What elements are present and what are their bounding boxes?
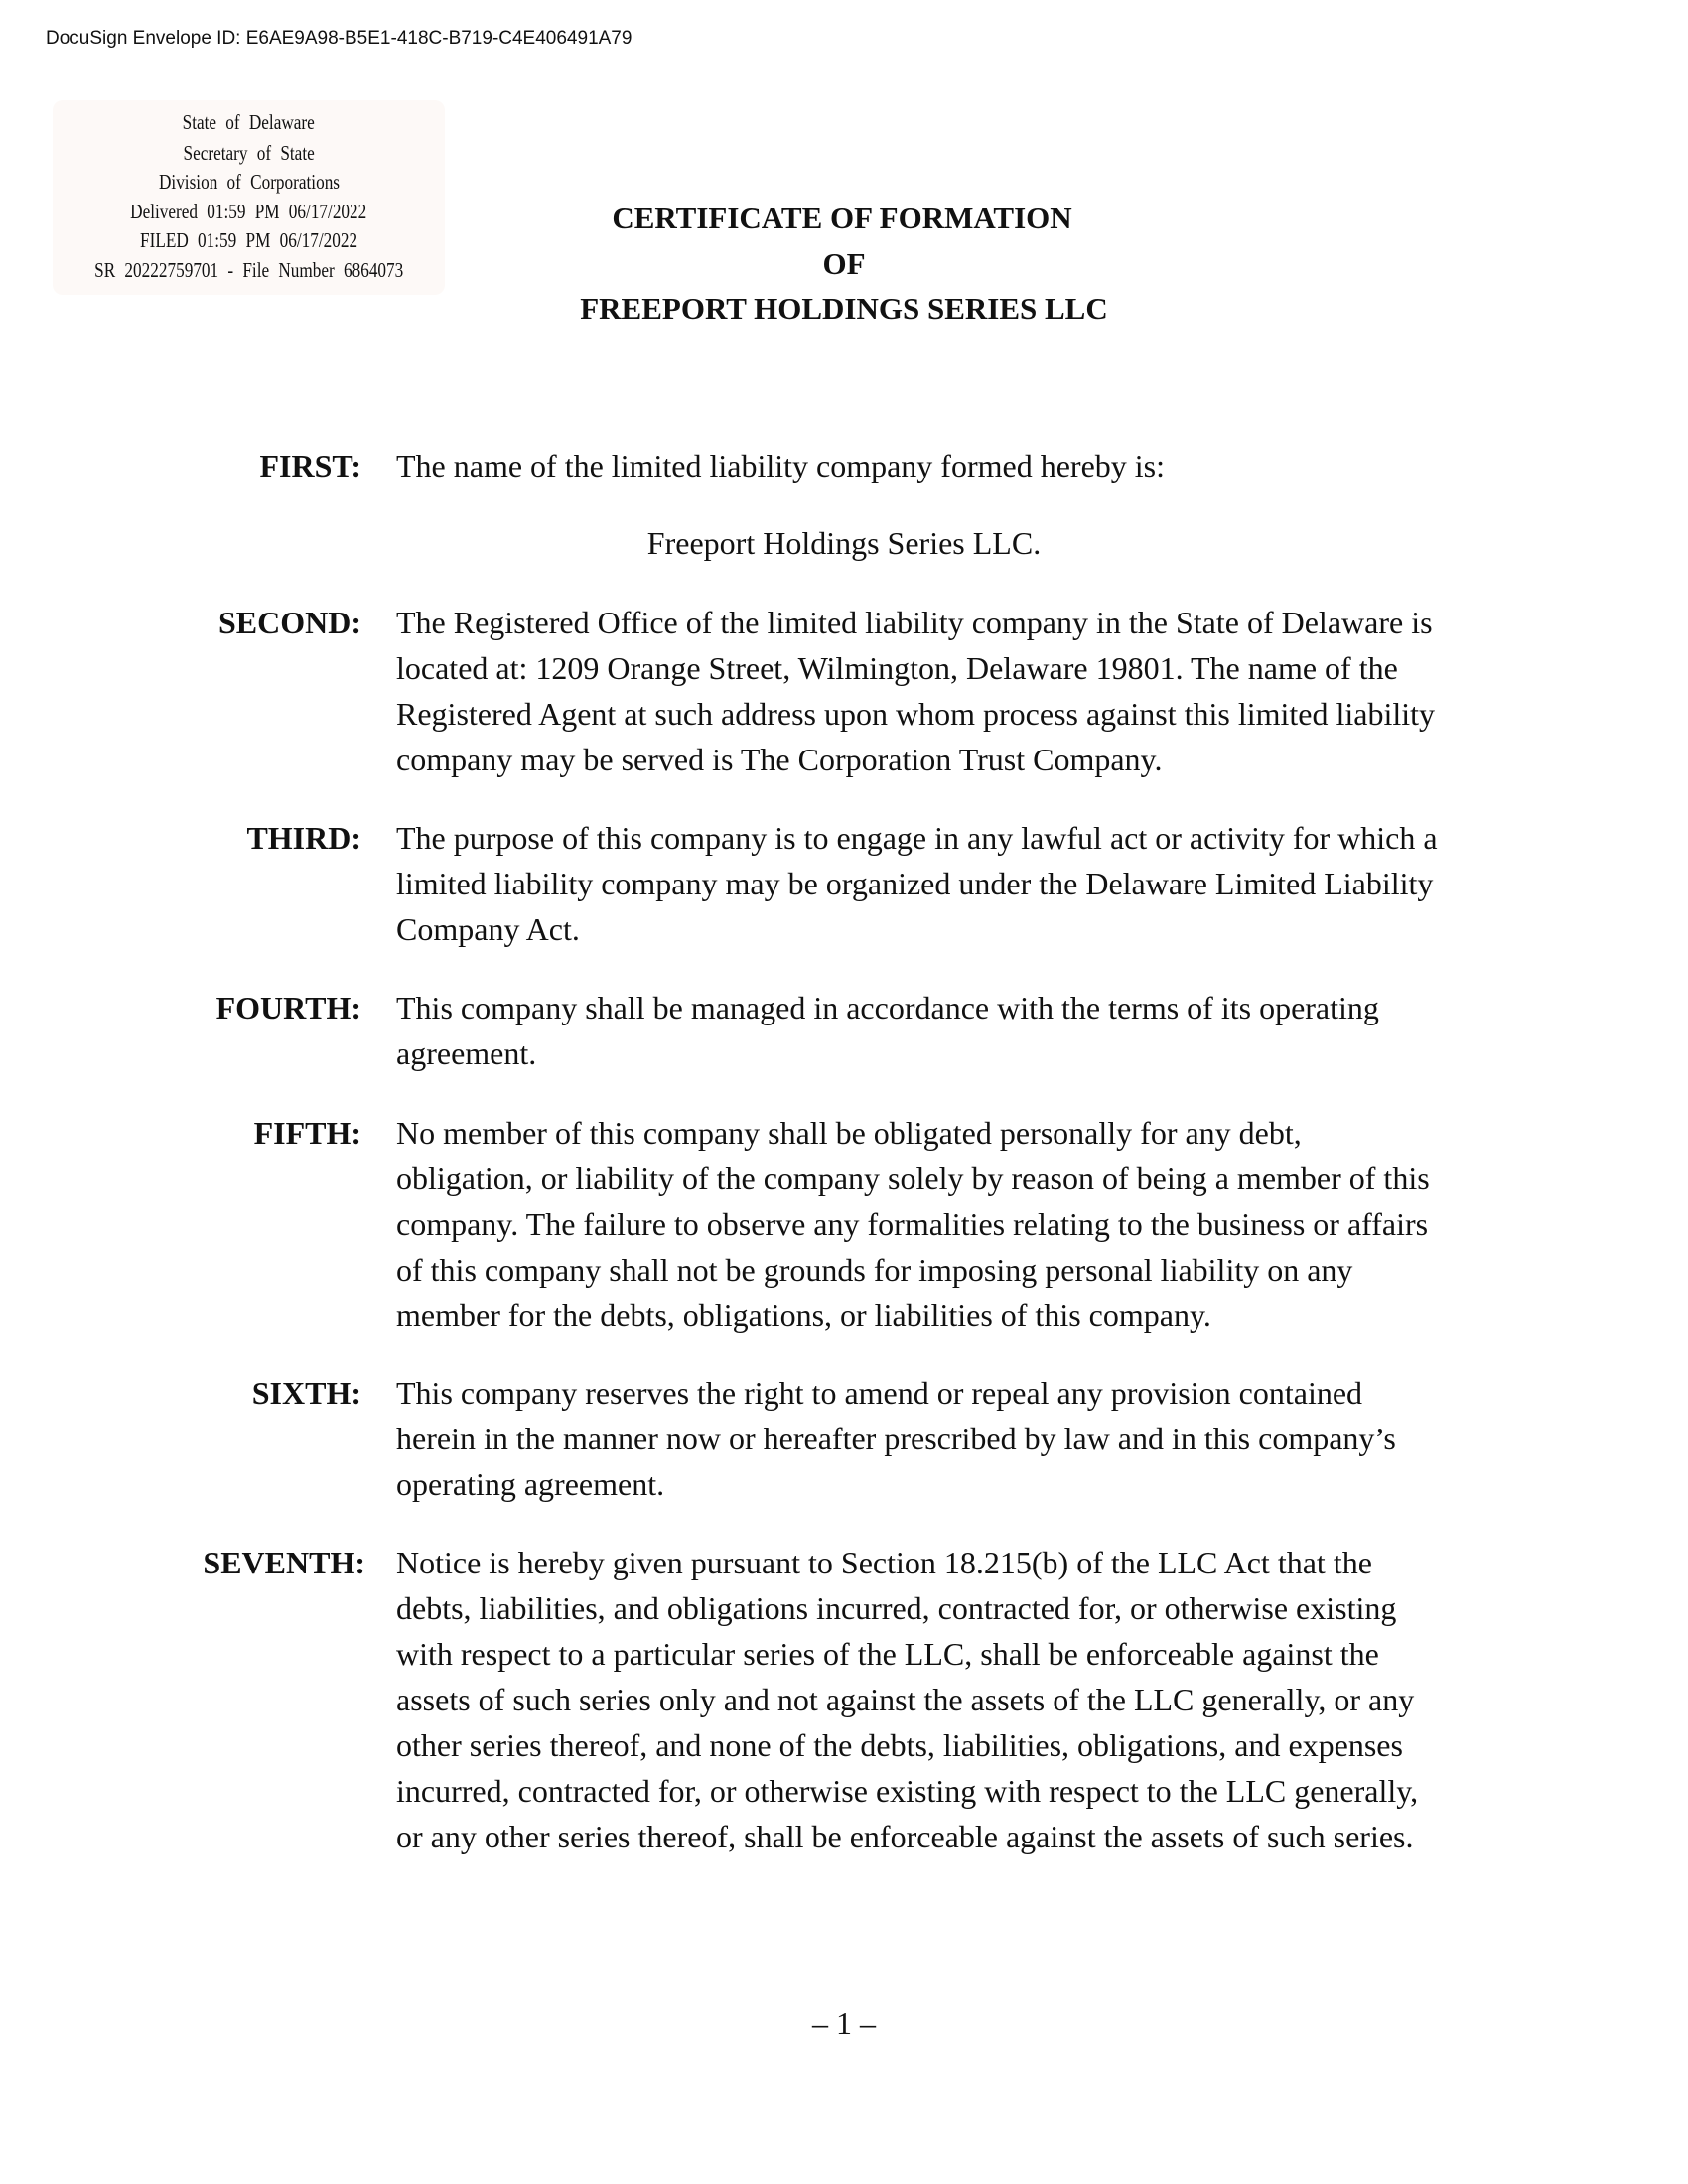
section-label: THIRD: (246, 820, 361, 856)
text-line: or any other series thereof, shall be enforceable against the assets of such series. (396, 1819, 1414, 1854)
text-line: obligation, or liability of the company solely by reason of being a member of this (396, 1160, 1430, 1196)
text-line: This company reserves the right to amend or repeal any provision contained (396, 1375, 1363, 1411)
text-line: The purpose of this company is to engage in any lawful act or activity for which a (396, 820, 1438, 856)
text-line: located at: 1209 Orange Street, Wilmington, Delaware 19801. The name of the (396, 650, 1398, 686)
section-label: SEVENTH: (203, 1545, 365, 1580)
title-line: CERTIFICATE OF FORMATION (612, 201, 1072, 235)
section-body (396, 985, 1498, 1076)
text-line: other series thereof, and none of the debts, liabilities, obligations, and expenses (396, 1727, 1403, 1763)
company-name: Freeport Holdings Series LLC. (646, 525, 1042, 561)
section-body (396, 600, 1498, 782)
text-line: of this company shall not be grounds for imposing personal liability on any (396, 1252, 1353, 1288)
section-label: SECOND: (217, 605, 361, 640)
stamp-line (53, 170, 445, 194)
section-body (396, 1370, 1498, 1507)
stamp-text: Delivered 01:59 PM 06/17/2022 (130, 200, 367, 223)
stamp-text: SR 20222759701 - File Number 6864073 (93, 258, 404, 282)
text-line: operating agreement. (396, 1466, 665, 1502)
stamp-text: State of Delaware (182, 110, 316, 134)
text-line: member for the debts, obligations, or liabilities of this company. (396, 1297, 1211, 1333)
stamp-line (53, 110, 445, 134)
text-line: company may be served is The Corporation Trust Company. (396, 742, 1163, 777)
text-line: agreement. (396, 1035, 537, 1071)
stamp-text: Secretary of State (183, 141, 315, 165)
title-line: FREEPORT HOLDINGS SERIES LLC (580, 291, 1108, 326)
section-label: SIXTH: (251, 1375, 361, 1411)
text-line: The name of the limited liability company formed hereby is: (396, 448, 1165, 483)
section-body (396, 443, 1498, 488)
docusign-envelope-id: DocuSign Envelope ID: E6AE9A98-B5E1-418C-B719-C4E406491A79 (46, 28, 633, 49)
section-body (396, 1110, 1498, 1338)
section-label: FIFTH: (253, 1115, 361, 1151)
stamp-text: FILED 01:59 PM 06/17/2022 (139, 228, 358, 252)
stamp-line (53, 141, 445, 165)
page-number: – 1 – (812, 2005, 876, 2041)
text-line: Notice is hereby given pursuant to Section 18.215(b) of the LLC Act that the (396, 1545, 1372, 1580)
stamp-text: Division of Corporations (158, 170, 340, 194)
text-line: herein in the manner now or hereafter prescribed by law and in this company’s (396, 1421, 1396, 1456)
section-body (396, 1540, 1498, 1859)
section-body (396, 815, 1498, 952)
text-line: The Registered Office of the limited liability company in the State of Delaware is (396, 605, 1433, 640)
text-line: with respect to a particular series of the LLC, shall be enforceable against the (396, 1636, 1379, 1672)
text-line: assets of such series only and not against the assets of the LLC generally, or any (396, 1682, 1415, 1717)
text-line: debts, liabilities, and obligations incurred, contracted for, or otherwise existing (396, 1590, 1397, 1626)
text-line: company. The failure to observe any formalities relating to the business or affairs (396, 1206, 1429, 1242)
text-line: Company Act. (396, 911, 580, 947)
title-line: OF (822, 246, 866, 281)
text-line: Registered Agent at such address upon whom process against this limited liability (396, 696, 1436, 732)
text-line: No member of this company shall be obligated personally for any debt, (396, 1115, 1302, 1151)
document-title (0, 199, 1688, 238)
text-line: incurred, contracted for, or otherwise existing with respect to the LLC generally, (396, 1773, 1419, 1809)
text-line: limited liability company may be organized under the Delaware Limited Liability (396, 866, 1434, 901)
section-label: FOURTH: (215, 990, 361, 1025)
section-label: FIRST: (259, 448, 361, 483)
text-line: This company shall be managed in accordance with the terms of its operating (396, 990, 1379, 1025)
